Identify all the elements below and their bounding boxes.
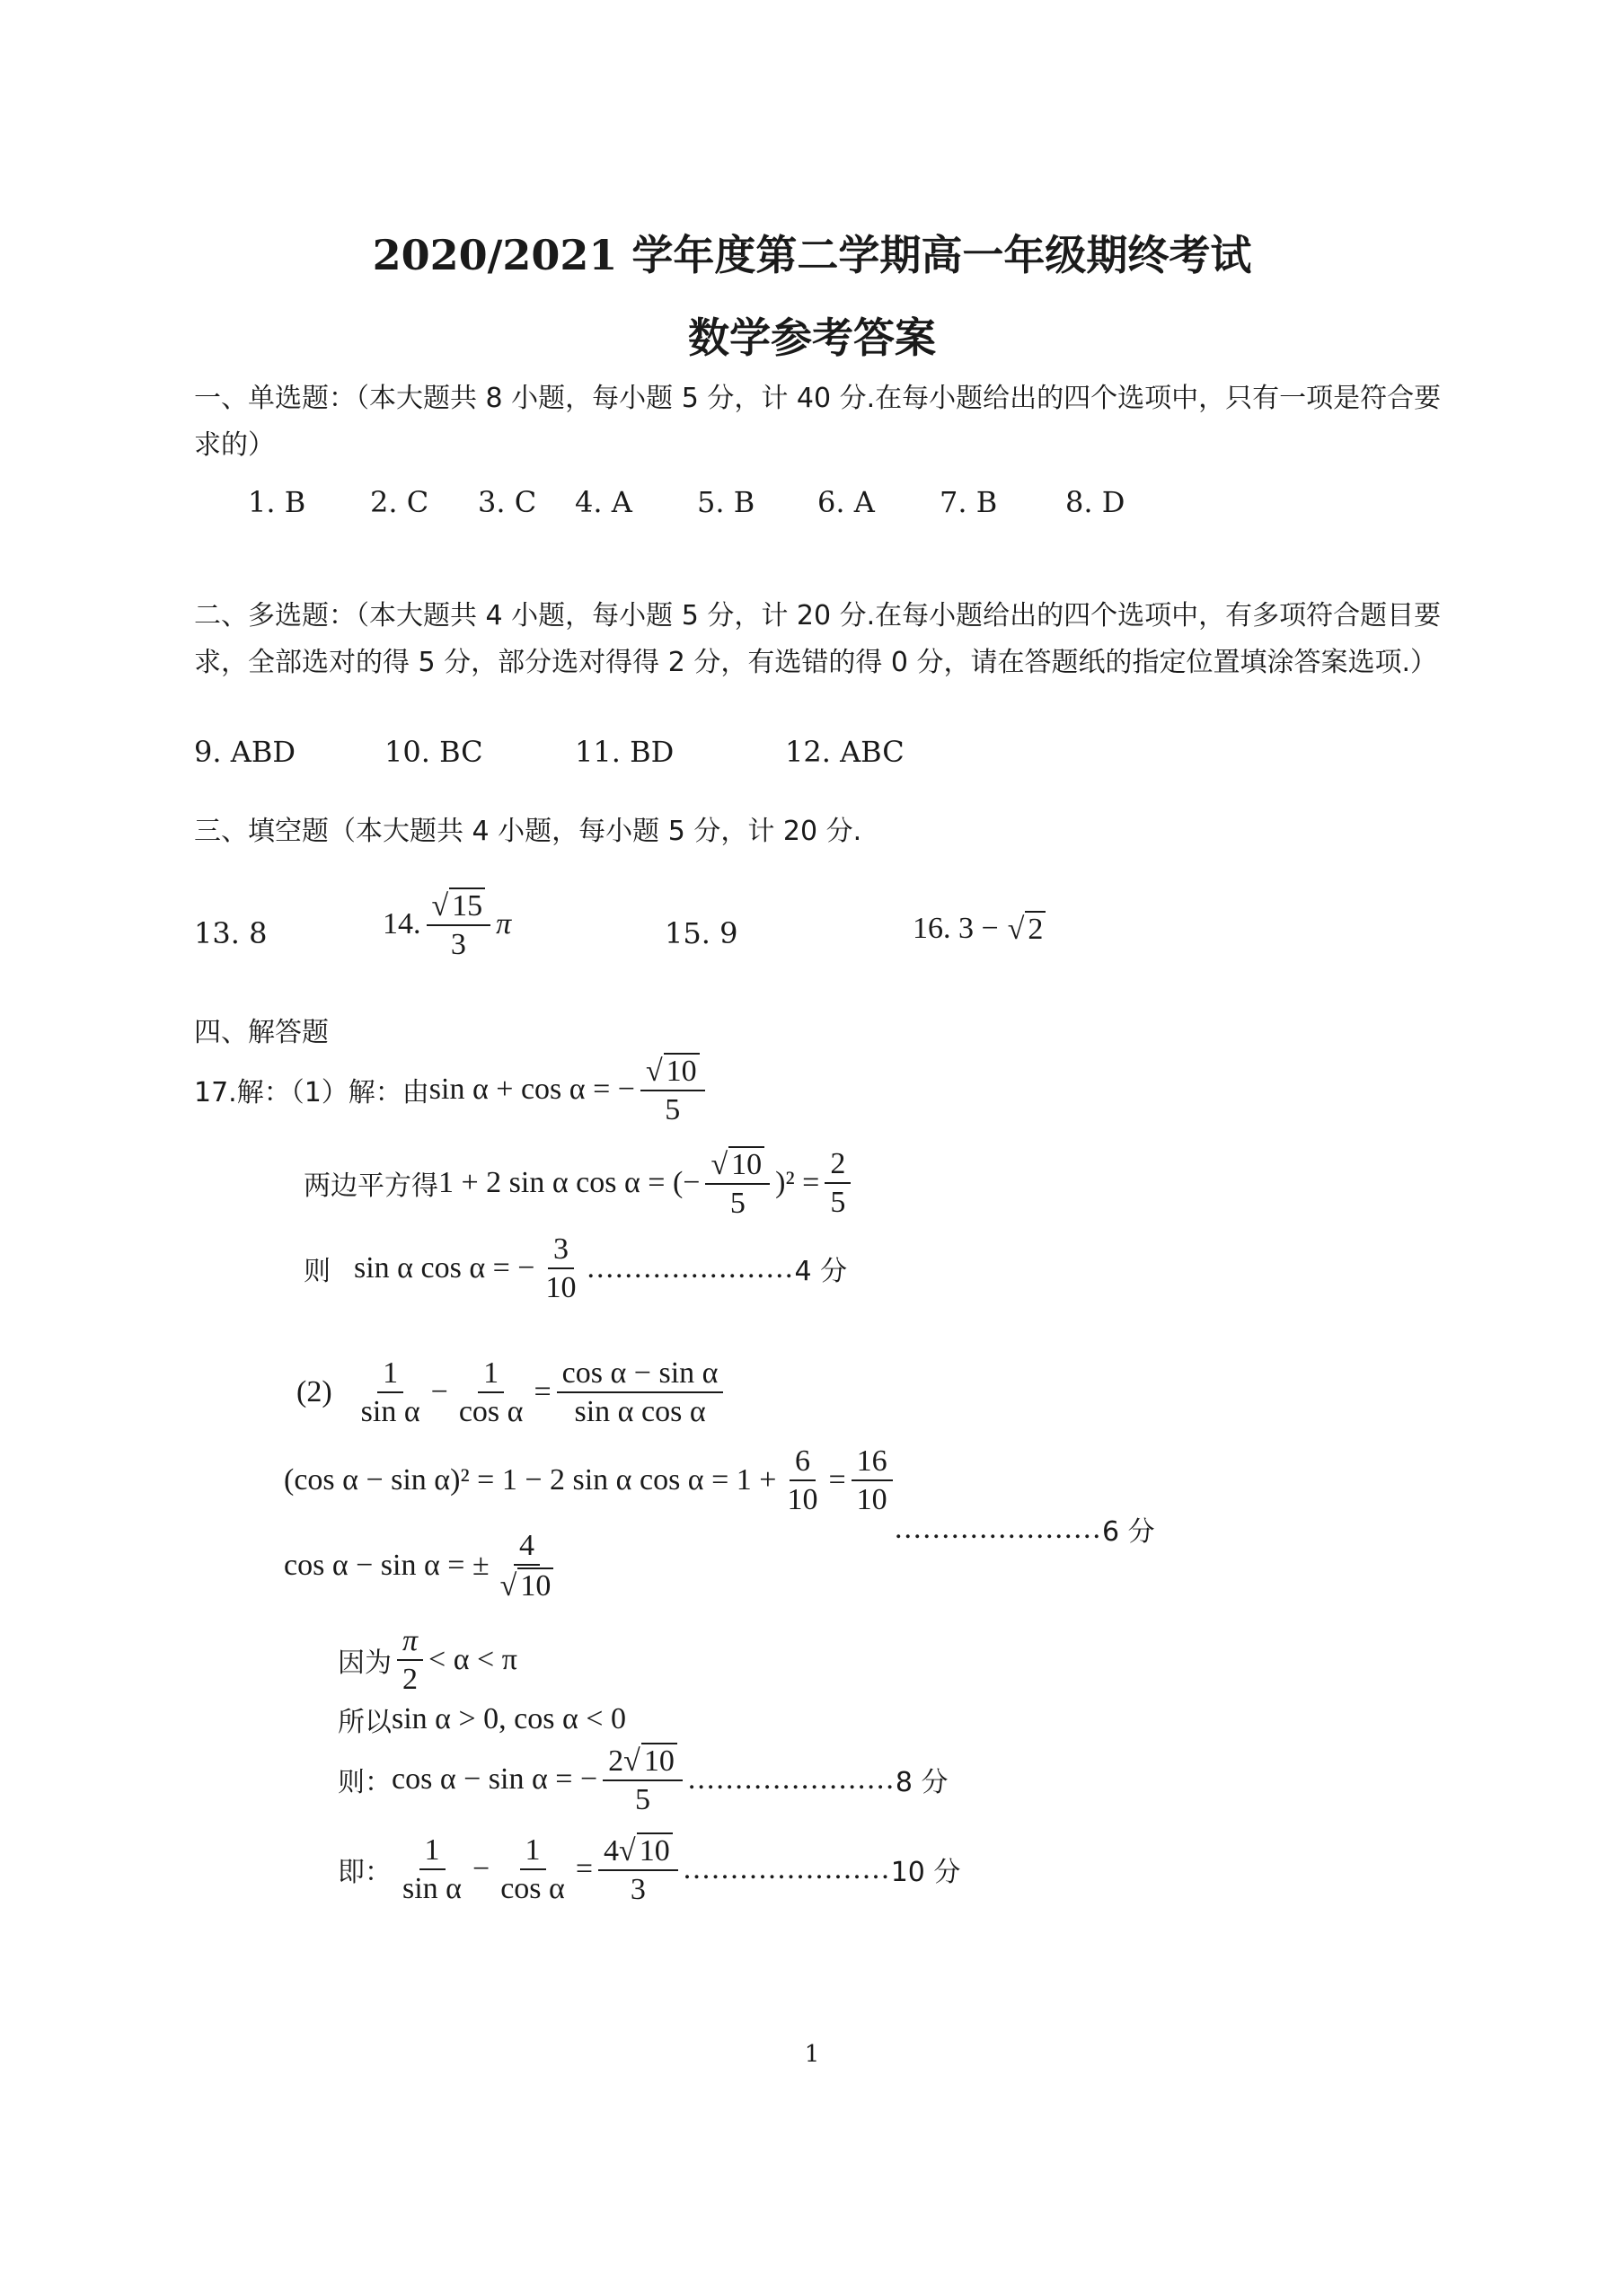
answer-16: 16. 3 − √ 2	[913, 911, 1046, 947]
score-4: 4 分	[794, 1256, 848, 1288]
section2-heading: 二、多选题：（本大题共 4 小题，每小题 5 分，计 20 分.在每小题给出的四个选项中，有多项符合题目要求，全部选对的得 5 分，部分选对得得 2 分，有选错的得 0 分，请在答题纸的指定位置填涂答案选项.）	[194, 600, 1442, 678]
q17-part2-line4	[338, 1624, 517, 1697]
dots: ......................	[895, 1512, 1102, 1545]
answer-12: 12. ABC	[785, 735, 905, 769]
radicand: 10	[637, 1832, 673, 1868]
numerator: cos α − sin α	[557, 1356, 724, 1393]
radicand: 10	[664, 1053, 700, 1088]
fraction	[397, 1624, 423, 1697]
text: 两边平方得	[304, 1170, 438, 1203]
q17-part2-line2: (cos α − sin α)² = 1 − 2 sin α cos α = 1 + $\frac{6}{10}$ = $\frac{16}{10}$	[284, 1444, 898, 1517]
q17-part2-line1: (2) $\frac{1}{\text{sin α}}$ − $\frac{1}{\text{cos α}}$ = $\frac{\text{cos α − sin α}}{\text{sin α cos α}}$	[296, 1356, 728, 1429]
denominator: 5	[665, 1093, 681, 1127]
numerator: 6	[790, 1444, 816, 1481]
coefficient: 4	[604, 1834, 620, 1868]
fraction: 2 √ 10 5	[603, 1743, 683, 1817]
denominator: 5	[729, 1187, 746, 1221]
q17-line3	[304, 1232, 847, 1305]
numerator: 1	[419, 1833, 446, 1870]
fraction: 4 √ 10	[495, 1529, 560, 1603]
denominator-3: 3	[450, 928, 466, 962]
text: 即：	[338, 1857, 392, 1889]
section3-heading: 三、填空题（本大题共 4 小题，每小题 5 分，计 20 分.	[194, 816, 862, 847]
answer-15: 15. 9	[665, 916, 738, 950]
denominator: cos α	[458, 1395, 524, 1429]
fraction	[852, 1444, 893, 1517]
expr: )² =	[775, 1166, 820, 1200]
score-10: 10 分	[890, 1857, 961, 1889]
radicand: 10	[517, 1567, 553, 1603]
denominator: 5	[634, 1783, 650, 1817]
fraction: 4 √ 10 3	[598, 1832, 678, 1907]
dots: ......................	[687, 1762, 896, 1797]
answer-4: 4. A	[575, 485, 632, 519]
section1-heading: 一、单选题：（本大题共 8 小题，每小题 5 分，计 40 分.在每小题给出的四个选项中，只有一项是符合要求的）	[194, 383, 1442, 461]
fraction	[540, 1232, 581, 1305]
fraction	[557, 1356, 724, 1429]
answer-9: 9. ABD	[194, 735, 296, 769]
fraction	[825, 1147, 851, 1220]
numerator: 3	[548, 1232, 574, 1269]
expr: < α < π	[428, 1643, 517, 1677]
answer-14-label: 14.	[383, 907, 421, 941]
answer-5: 5. B	[697, 485, 755, 519]
q17-part2-line7: 即： $\frac{1}{\text{sin α}}$ − $\frac{1}{\text{cos α}}$ = 4 √ 10 3 ...................... 10 分	[338, 1833, 961, 1907]
denominator: sin α cos α	[574, 1395, 706, 1429]
answer-8: 8. D	[1065, 485, 1125, 519]
answer-14-fraction: √ 15 3	[427, 887, 491, 962]
expr: 1 + 2 sin α cos α = (−	[438, 1166, 701, 1200]
fraction	[495, 1833, 570, 1906]
sqrt-2: 2	[1025, 911, 1046, 947]
q17-part2-line3	[284, 1529, 564, 1603]
dots: ......................	[683, 1852, 891, 1886]
numerator: 4	[514, 1529, 540, 1566]
part-label: (2)	[296, 1375, 332, 1409]
fraction	[397, 1833, 467, 1906]
score-8: 8 分	[895, 1767, 949, 1799]
denominator: 2	[402, 1663, 419, 1697]
denominator: 10	[787, 1483, 818, 1517]
q17-line2	[304, 1146, 856, 1221]
sqrt-15: 15	[449, 887, 485, 923]
denominator: sin α	[402, 1872, 462, 1906]
q17-part2-line5	[338, 1700, 626, 1739]
radicand: 10	[728, 1146, 764, 1181]
q17-label: 17.解：（1）解：由	[194, 1077, 429, 1109]
denominator: 10	[856, 1483, 887, 1517]
answer-2: 2. C	[370, 485, 429, 519]
page-title: 2020/2021 学年度第二学期高一年级期终考试	[372, 231, 1252, 279]
answer-11: 11. BD	[575, 735, 675, 769]
answer-3: 3. C	[478, 485, 537, 519]
fraction	[781, 1444, 823, 1517]
fraction	[356, 1356, 426, 1429]
answer-10: 10. BC	[384, 735, 483, 769]
score-6-row	[895, 1509, 1155, 1549]
answer-6: 6. A	[817, 485, 875, 519]
answer-16-label: 16. 3 −	[913, 912, 999, 945]
text: 则：	[338, 1767, 392, 1799]
answer-13: 13. 8	[194, 916, 268, 950]
text: 则	[304, 1256, 331, 1288]
numerator: 1	[377, 1356, 403, 1393]
answer-1: 1. B	[248, 485, 306, 519]
numerator: 1	[520, 1833, 546, 1870]
section4-heading: 四、解答题	[194, 1017, 329, 1048]
numerator: 16	[852, 1444, 893, 1481]
dots: ......................	[587, 1251, 795, 1285]
text: 因为	[338, 1647, 392, 1680]
page-number: 1	[804, 2041, 820, 2068]
denominator: sin α	[360, 1395, 420, 1429]
answer-14	[383, 887, 511, 962]
expr: cos α − sin α = ±	[284, 1549, 490, 1583]
denominator: 10	[545, 1271, 577, 1305]
fraction: √ 10 5	[640, 1053, 705, 1127]
coefficient: 2	[608, 1744, 624, 1778]
numerator: 2	[825, 1147, 851, 1184]
page-subtitle: 数学参考答案	[688, 313, 936, 362]
radicand: 10	[641, 1743, 677, 1778]
expr: (cos α − sin α)² = 1 − 2 sin α cos α = 1 +	[284, 1463, 777, 1497]
answer-7: 7. B	[940, 485, 998, 519]
q17-line1	[194, 1053, 710, 1127]
numerator: 1	[478, 1356, 504, 1393]
expr: cos α − sin α = −	[392, 1762, 598, 1797]
expr: sin α cos α = −	[354, 1251, 535, 1285]
expr: sin α > 0, cos α < 0	[392, 1702, 626, 1735]
denominator: cos α	[500, 1872, 565, 1906]
expr: sin α + cos α = −	[428, 1073, 635, 1107]
pi: π	[402, 1624, 419, 1657]
fraction: √ 10 5	[705, 1146, 770, 1221]
score-6: 6 分	[1102, 1516, 1155, 1548]
denominator: 3	[630, 1873, 646, 1907]
fraction	[454, 1356, 529, 1429]
pi-symbol: π	[496, 907, 512, 941]
denominator: 5	[830, 1186, 846, 1220]
text: 所以	[338, 1707, 392, 1738]
q17-part2-line6	[338, 1743, 948, 1817]
